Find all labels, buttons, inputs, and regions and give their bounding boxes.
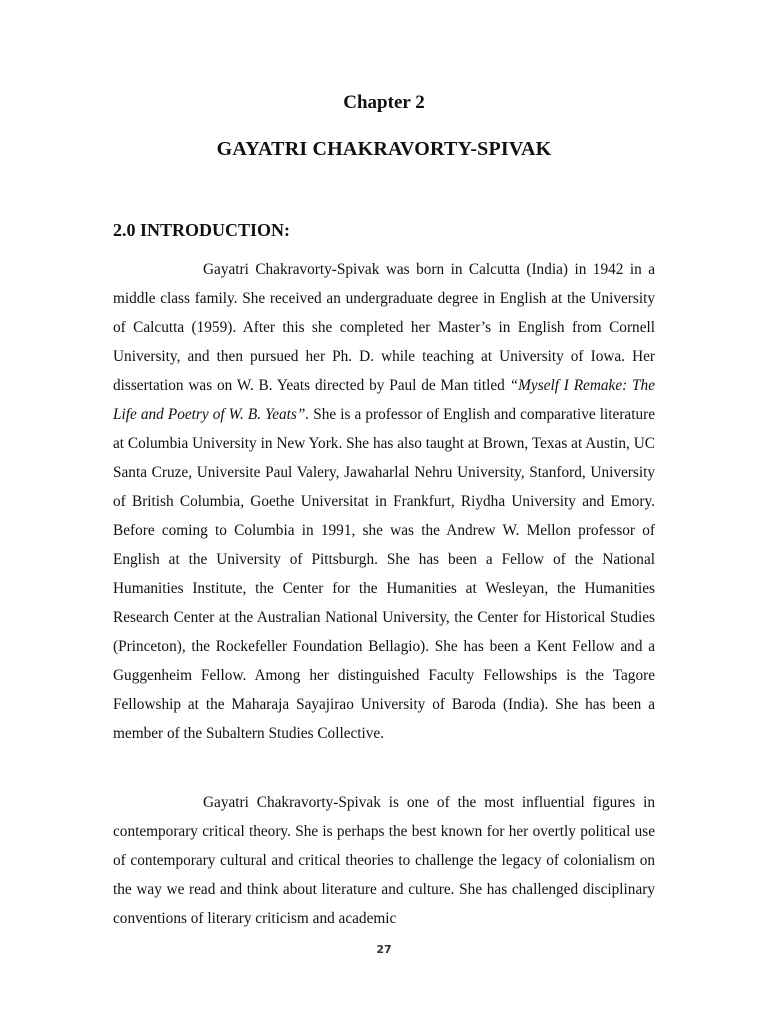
chapter-title: GAYATRI CHAKRAVORTY-SPIVAK: [216, 138, 552, 160]
paragraph-2-text: Gayatri Chakravorty-Spivak is one of the most influential figures in contemporary critical theory. She is perhaps the best known for her overtly political use of contemporary cultural and critical theories to challenge the legacy of colonialism on the way we read and think about literature and culture. She has challenged disciplinary conventions of literary criticism and academic: [113, 794, 655, 927]
paragraph-1-text-before-title: Gayatri Chakravorty-Spivak was born in Calcutta (India) in 1942 in a middle class family. She received an undergraduate degree in English at the University of Calcutta (1959). After this she completed her Master’s in English from Cornell University, and then pursued her Ph. D. while teaching at University of Iowa. Her dissertation was on W. B. Yeats directed by Paul de Man titled: [113, 261, 655, 394]
chapter-label: Chapter 2: [343, 92, 425, 113]
paragraph-1-text-after-title: She is a professor of English and comparative literature at Columbia University in New York. She has also taught at Brown, Texas at Austin, UC Santa Cruze, Universite Paul Valery, Jawaharlal Nehru University, Stanford, University of British Columbia, Goethe Universitat in Frankfurt, Riydha University and Emory. Before coming to Columbia in 1991, she was the Andrew W. Mellon professor of English at the University of Pittsburgh. She has been a Fellow of the National Humanities Institute, the Center for the Humanities at Wesleyan, the Humanities Research Center at the Australian National University, the Center for Historical Studies (Princeton), the Rockefeller Foundation Bellagio). She has been a Kent Fellow and a Guggenheim Fellow. Among her distinguished Faculty Fellowships is the Tagore Fellowship at the Maharaja Sayajirao University of Baroda (India). She has been a member of the Subaltern Studies Collective.: [113, 406, 655, 742]
dissertation-title: “Myself I Remake: The Life and Poetry of W. B. Yeats”.: [113, 377, 655, 423]
section-heading: 2.0 INTRODUCTION:: [113, 220, 291, 240]
body-paragraph-1: [113, 255, 655, 748]
page-number: 27: [376, 943, 392, 956]
body-paragraph-2: [113, 788, 655, 933]
